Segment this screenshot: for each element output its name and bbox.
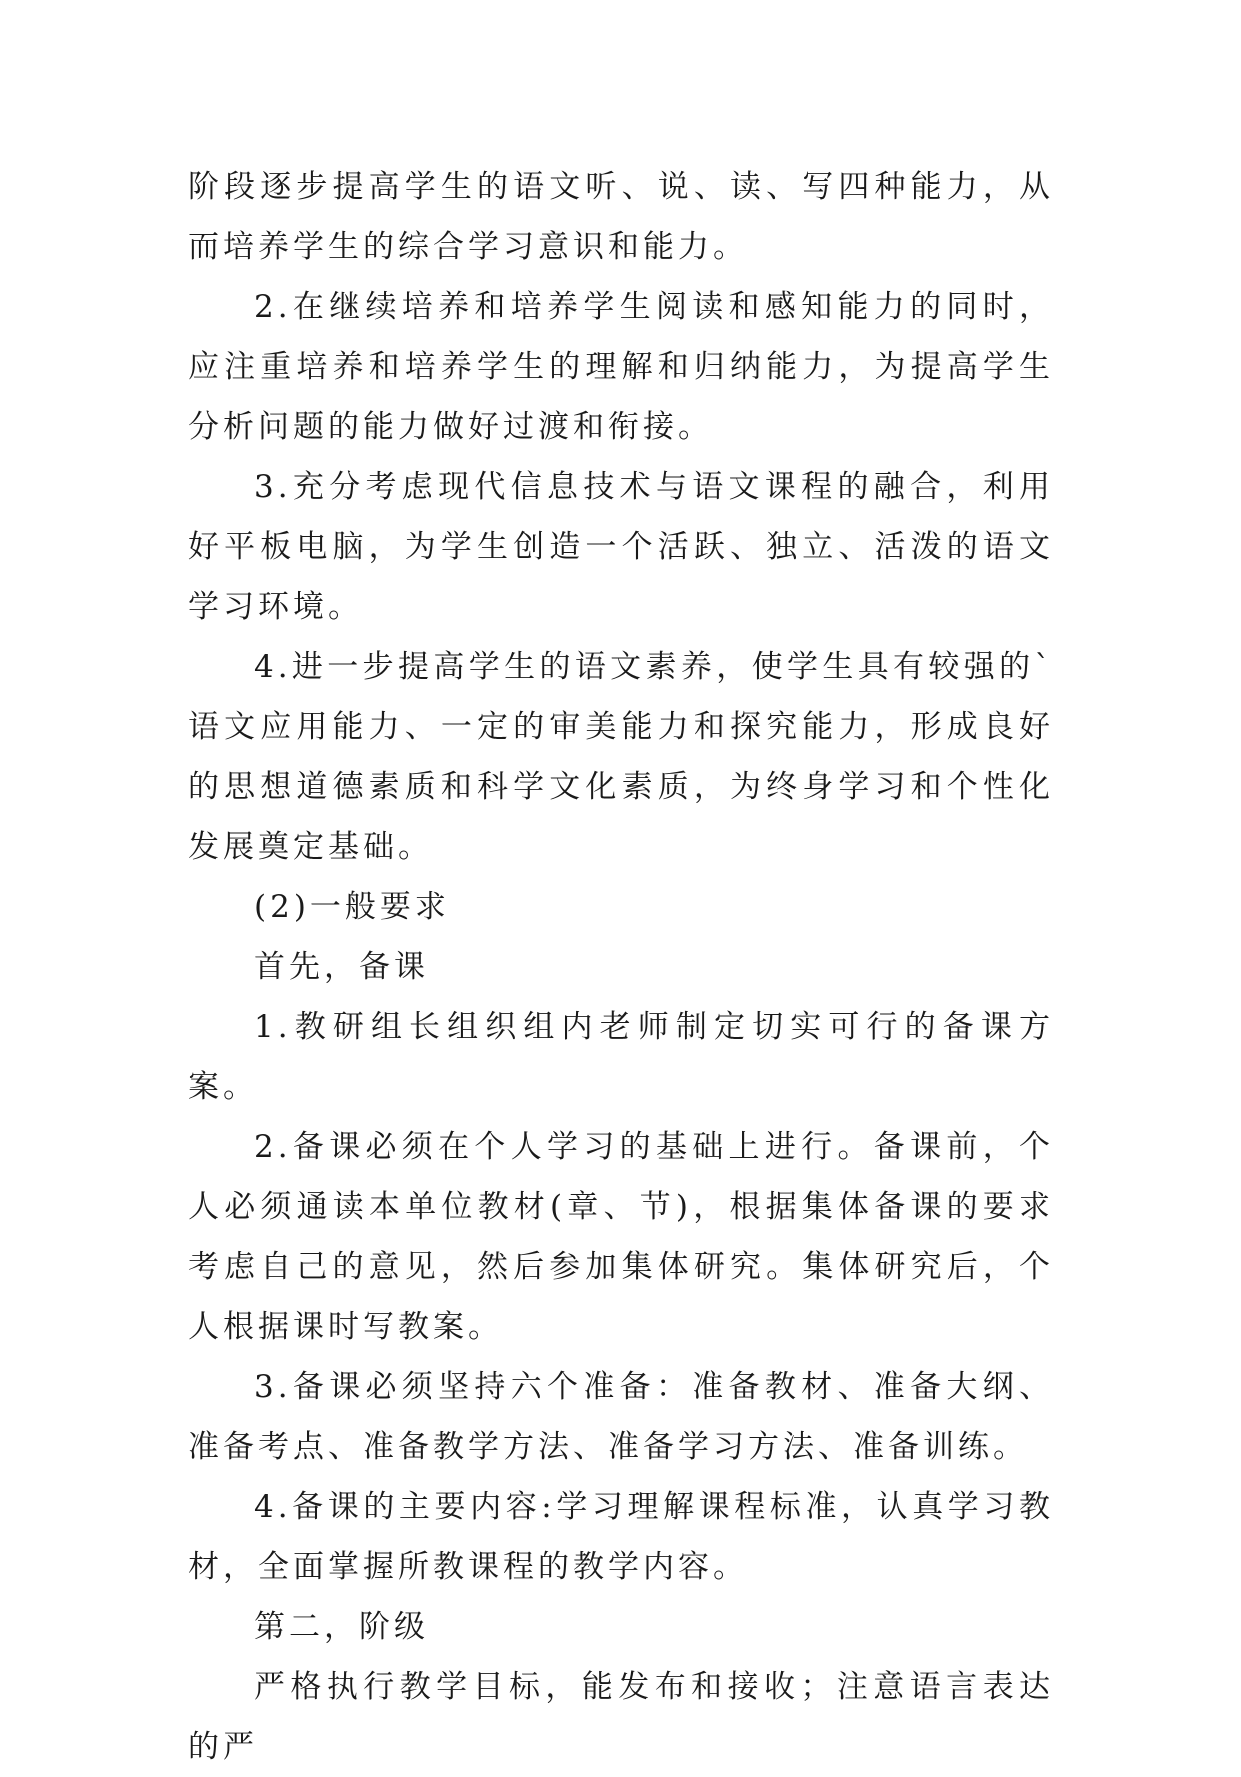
paragraph-prep-4: 4.备课的主要内容:学习理解课程标准，认真学习教材，全面掌握所教课程的教学内容。 (188, 1489, 1054, 1585)
paragraph-prep-1: 1.教研组长组织组内老师制定切实可行的备课方案。 (188, 1009, 1054, 1105)
paragraph-item-3: 3.充分考虑现代信息技术与语文课程的融合，利用好平板电脑，为学生创造一个活跃、独立、活泼的语文学习环境。 (188, 469, 1054, 625)
document-body (188, 157, 1054, 1777)
subheading-class: 第二，阶级 (254, 1609, 429, 1645)
paragraph-item-4: 4.进一步提高学生的语文素养，使学生具有较强的`语文应用能力、一定的审美能力和探究能力，形成良好的思想道德素质和科学文化素质，为终身学习和个性化发展奠定基础。 (188, 649, 1054, 865)
paragraph-prep-3: 3.备课必须坚持六个准备：准备教材、准备大纲、准备考点、准备教学方法、准备学习方法、准备训练。 (188, 1369, 1054, 1465)
paragraph-prep-2: 2.备课必须在个人学习的基础上进行。备课前，个人必须通读本单位教材(章、节)，根据集体备课的要求考虑自己的意见，然后参加集体研究。集体研究后，个人根据课时写教案。 (188, 1129, 1054, 1345)
subheading-lesson-preparation: 首先，备课 (254, 949, 429, 985)
paragraph-item-2: 2.在继续培养和培养学生阅读和感知能力的同时，应注重培养和培养学生的理解和归纳能力，为提高学生分析问题的能力做好过渡和衔接。 (188, 289, 1054, 445)
section-heading-general-requirements: (2)一般要求 (254, 889, 450, 925)
paragraph-continuation: 阶段逐步提高学生的语文听、说、读、写四种能力，从而培养学生的综合学习意识和能力。 (188, 169, 1054, 265)
paragraph-class-1: 严格执行教学目标，能发布和接收；注意语言表达的严 (188, 1669, 1054, 1765)
